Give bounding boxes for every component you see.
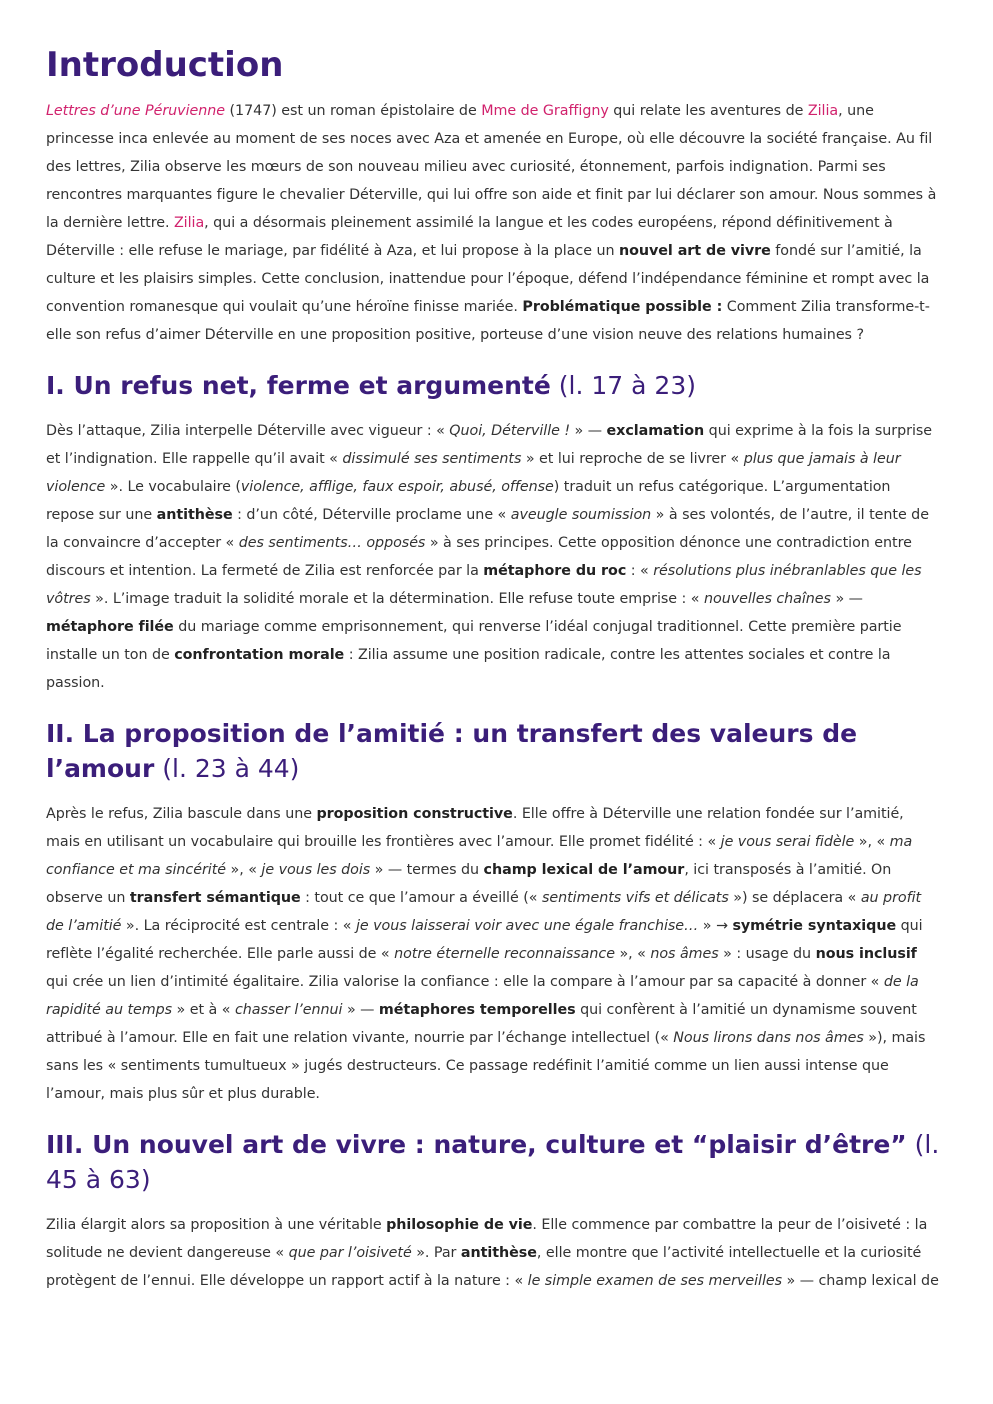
- section-1-paragraph: [46, 417, 941, 697]
- text-run: » à ses volontés, de l’autre, il tente de la convaincre d’accepter «: [46, 507, 929, 551]
- quote: le simple examen de ses merveilles: [527, 1273, 783, 1289]
- text-run: », «: [854, 834, 890, 850]
- text-run: : «: [626, 563, 654, 579]
- quote: Nous lirons dans nos âmes: [673, 1030, 864, 1046]
- quote: ma confiance et ma sincérité: [46, 834, 913, 878]
- bold-term: confrontation morale: [174, 647, 345, 663]
- text-run: » —: [830, 591, 863, 607]
- text-run: » à ses principes. Cette opposition dénonce une contradiction entre discours et intention. La fermeté de Zilia est renforcée par la: [46, 535, 912, 579]
- bold-term: champ lexical de l’amour: [483, 862, 685, 878]
- text-run: ». L’image traduit la solidité morale et la détermination. Elle refuse toute emprise : «: [90, 591, 704, 607]
- quote: dissimulé ses sentiments: [342, 451, 522, 467]
- text-run: qui reflète l’égalité recherchée. Elle parle aussi de «: [46, 918, 923, 962]
- section-1-heading: I. Un refus net, ferme et argumenté (l. 17 à 23): [46, 370, 696, 400]
- bold-term: transfert sémantique: [129, 890, 301, 906]
- text-run: ». La réciprocité est centrale : «: [121, 918, 356, 934]
- quote: aveugle soumission: [510, 507, 652, 523]
- quote: je vous serai fidèle: [720, 834, 855, 850]
- quote: sentiments vifs et délicats: [541, 890, 729, 906]
- text-run: fondé sur l’amitié, la culture et les plaisirs simples. Cette conclusion, inattendue pour l’époque, défend l’indépendance féminine et rompt avec la convention romanesque qui voulait qu’une héroïne finisse mariée.: [46, 242, 930, 315]
- text-run: » — termes du: [370, 862, 484, 878]
- text-run: » : usage du: [718, 946, 816, 962]
- quote: Quoi, Déterville !: [449, 423, 571, 439]
- quote: des sentiments… opposés: [238, 535, 426, 551]
- quote: notre éternelle reconnaissance: [394, 946, 615, 962]
- text-run: : tout ce que l’amour a éveillé («: [300, 890, 542, 906]
- text-run: » —: [342, 1002, 379, 1018]
- problematique-label: Problématique possible :: [522, 298, 723, 315]
- text-run: , ici transposés à l’amitié. On observe un: [46, 862, 892, 906]
- text-run: . Elle offre à Déterville une relation fondée sur l’amitié, mais en utilisant un vocabulaire qui brouille les frontières avec l’amour. Elle promet fidélité : «: [46, 806, 904, 850]
- text-run: qui relate les aventures de: [608, 102, 808, 119]
- text-run: »), mais sans les « sentiments tumultueux » jugés destructeurs. Ce passage redéfinit l’amitié comme un lien aussi intense que l’amour, mais plus sûr et plus durable.: [46, 1030, 926, 1102]
- text-run: . Elle commence par combattre la peur de l’oisiveté : la solitude ne devient dangereuse «: [46, 1217, 928, 1261]
- line-range: (l. 23 à 44): [154, 753, 300, 783]
- text-run: , une princesse inca enlevée au moment de ses noces avec Aza et amenée en Europe, où elle découvre la société française. Au fil des lettres, Zilia observe les mœurs de son nouveau milieu avec curiosité, étonnement, parfois indignation. Parmi ses rencontres marquantes figure le chevalier Déterville, qui lui offre son aide et finit par lui déclarer son amour. Nous sommes à la dernière lettre.: [46, 102, 937, 231]
- quote: au profit de l’amitié: [46, 890, 922, 934]
- bold-term: antithèse: [156, 507, 233, 523]
- section-2-paragraph: [46, 800, 941, 1108]
- bold-term: antithèse: [460, 1245, 537, 1261]
- text-run: du mariage comme emprisonnement, qui renverse l’idéal conjugal traditionnel. Cette première partie installe un ton de: [46, 619, 902, 663]
- bold-term: proposition constructive: [316, 806, 513, 822]
- quote: nos âmes: [650, 946, 719, 962]
- quote: de la rapidité au temps: [46, 974, 919, 1018]
- bold-term: métaphore filée: [46, 619, 174, 635]
- text-run: , qui a désormais pleinement assimilé la langue et les codes européens, répond définitivement à Déterville : elle refuse le mariage, par fidélité à Aza, et lui propose à la place un: [46, 214, 893, 259]
- section-2-heading: II. La proposition de l’amitié : un transfert des valeurs de l’amour (l. 23 à 44): [46, 719, 858, 783]
- line-range: (l. 45 à 63): [46, 1130, 940, 1194]
- text-run: (1747) est un roman épistolaire de: [225, 102, 482, 119]
- bold-term: symétrie syntaxique: [732, 918, 897, 934]
- bold-term: exclamation: [606, 423, 705, 439]
- text-run: » —: [570, 423, 607, 439]
- section-3-paragraph: [46, 1211, 941, 1295]
- text-run: », «: [614, 946, 651, 962]
- text-run: » — champ lexical de: [782, 1273, 939, 1289]
- character-zilia: Zilia: [807, 102, 839, 119]
- quote: violence, afflige, faux espoir, abusé, offense: [240, 479, 554, 495]
- text-run: », «: [226, 862, 262, 878]
- quote: chasser l’ennui: [234, 1002, 343, 1018]
- text-run: , elle montre que l’activité intellectuelle et la curiosité protègent de l’ennui. Elle développe un rapport actif à la nature : «: [46, 1245, 922, 1289]
- bold-term: nous inclusif: [815, 946, 917, 962]
- quote: que par l’oisiveté: [288, 1245, 412, 1261]
- text-run: qui crée un lien d’intimité égalitaire. Zilia valorise la confiance : elle la compare à l’amour par sa capacité à donner «: [46, 974, 884, 990]
- text-run: : d’un côté, Déterville proclame une «: [232, 507, 511, 523]
- text-run: qui exprime à la fois la surprise et l’indignation. Elle rappelle qu’il avait «: [46, 423, 933, 467]
- quote: je vous les dois: [261, 862, 371, 878]
- text-run: » et à «: [172, 1002, 235, 1018]
- text-run: ». Le vocabulaire (: [105, 479, 241, 495]
- text-run: » et lui reproche de se livrer «: [521, 451, 744, 467]
- bold-term: métaphore du roc: [483, 563, 627, 579]
- text-run: Zilia élargit alors sa proposition à une véritable: [46, 1217, 387, 1233]
- text-run: ») se déplacera «: [728, 890, 861, 906]
- text-run: qui confèrent à l’amitié un dynamisme souvent attribué à l’amour. Elle en fait une relation vivante, nourrie par l’échange intellectuel («: [46, 1002, 917, 1046]
- text-run: ». Par: [411, 1245, 461, 1261]
- text-run: Après le refus, Zilia bascule dans une: [46, 806, 317, 822]
- quote: nouvelles chaînes: [703, 591, 831, 607]
- character-zilia: Zilia: [173, 214, 205, 231]
- text-run: : Zilia assume une position radicale, contre les attentes sociales et contre la passion.: [46, 647, 891, 691]
- bold-term: métaphores temporelles: [378, 1002, 576, 1018]
- quote: je vous laisserai voir avec une égale franchise…: [355, 918, 699, 934]
- line-range: (l. 17 à 23): [550, 370, 696, 400]
- author-name: Mme de Graffigny: [481, 102, 609, 119]
- quote: résolutions plus inébranlables que les vôtres: [46, 563, 922, 607]
- text-run: ) traduit un refus catégorique. L’argumentation repose sur une: [46, 479, 891, 523]
- intro-paragraph: [46, 97, 941, 349]
- text-run: Dès l’attaque, Zilia interpelle Déterville avec vigueur : «: [46, 423, 450, 439]
- quote: plus que jamais à leur violence: [46, 451, 901, 495]
- book-title: Lettres d’une Péruvienne: [46, 102, 226, 119]
- bold-term: philosophie de vie: [386, 1217, 533, 1233]
- section-3-heading: III. Un nouvel art de vivre : nature, culture et “plaisir d’être” (l. 45 à 63): [46, 1130, 940, 1194]
- text-run: » →: [698, 918, 733, 934]
- bold-term: nouvel art de vivre: [618, 242, 771, 259]
- text-run: Comment Zilia transforme-t-elle son refus d’aimer Déterville en une proposition positive, porteuse d’une vision neuve des relations humaines ?: [46, 298, 930, 343]
- intro-heading: Introduction: [46, 45, 284, 85]
